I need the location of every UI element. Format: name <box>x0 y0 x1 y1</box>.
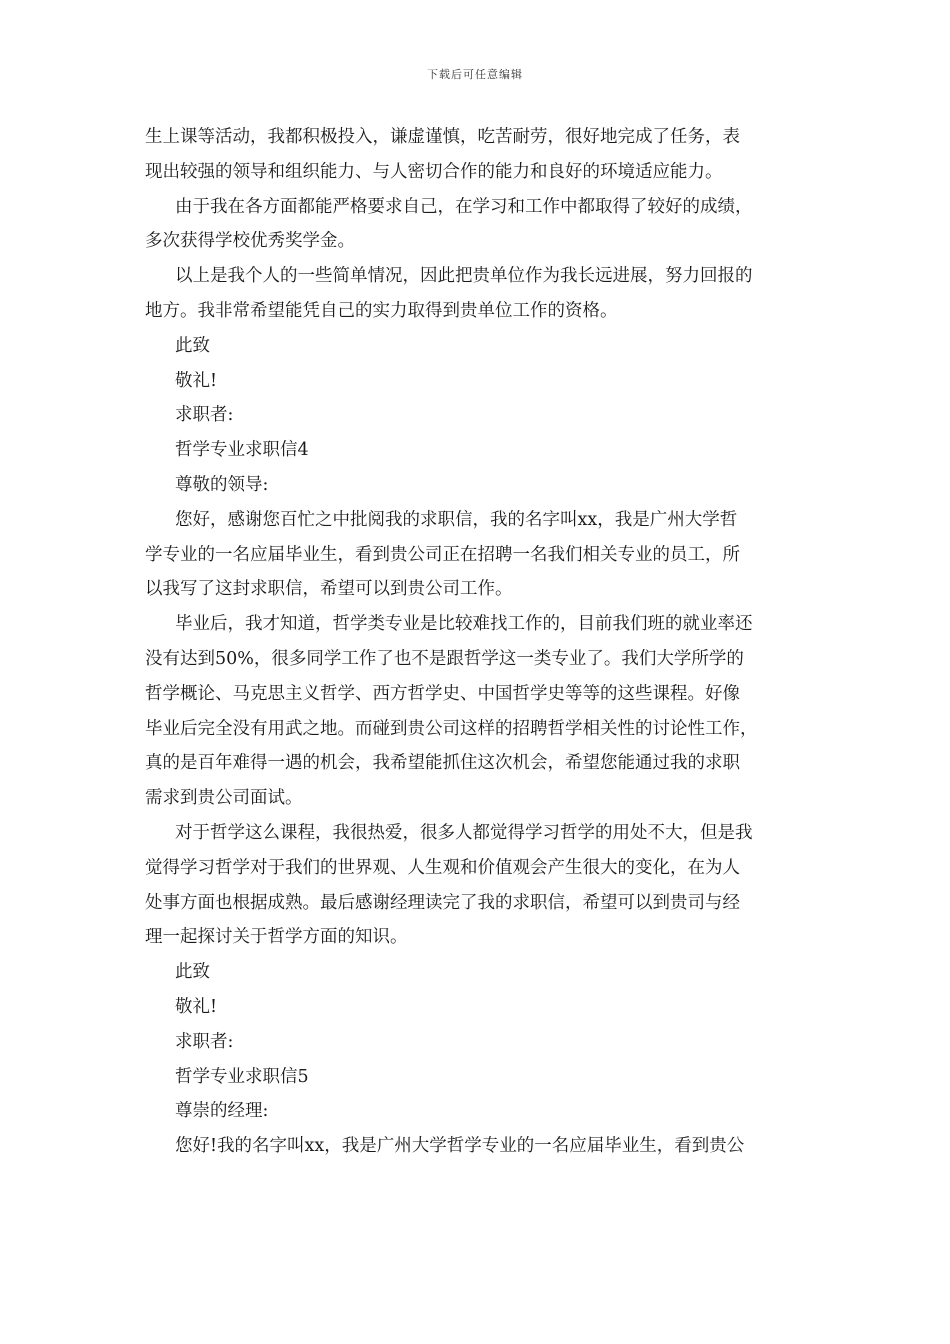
applicant-signature: 求职者: <box>175 1031 234 1052</box>
text-line: 没有达到50%，很多同学工作了也不是跟哲学这一类专业了。我们大学所学的 <box>145 648 744 669</box>
letter-title: 哲学专业求职信5 <box>175 1066 309 1087</box>
text-line: 真的是百年难得一遇的机会，我希望能抓住这次机会，希望您能通过我的求职 <box>145 753 740 774</box>
applicant-signature: 求职者: <box>175 405 234 426</box>
text-line: 您好，感谢您百忙之中批阅我的求职信，我的名字叫xx，我是广州大学哲 <box>175 509 738 530</box>
letter-greeting: 尊崇的经理: <box>175 1101 269 1122</box>
text-line: 您好!我的名字叫xx，我是广州大学哲学专业的一名应届毕业生，看到贵公 <box>175 1136 745 1157</box>
closing-salutation: 此致 <box>175 335 210 356</box>
text-line: 理一起探讨关于哲学方面的知识。 <box>145 927 408 948</box>
text-line: 觉得学习哲学对于我们的世界观、人生观和价值观会产生很大的变化，在为人 <box>145 857 740 878</box>
text-line: 以我写了这封求职信，希望可以到贵公司工作。 <box>145 579 513 600</box>
text-line: 生上课等活动，我都积极投入，谦虚谨慎，吃苦耐劳，很好地完成了任务，表 <box>145 127 740 147</box>
closing-regards: 敬礼! <box>175 370 218 391</box>
text-line: 处事方面也根据成熟。最后感谢经理读完了我的求职信，希望可以到贵司与经 <box>145 892 740 913</box>
closing-regards: 敬礼! <box>175 996 218 1017</box>
text-line: 多次获得学校优秀奖学金。 <box>145 231 355 252</box>
text-line: 现出较强的领导和组织能力、与人密切合作的能力和良好的环境适应能力。 <box>145 161 723 182</box>
text-line: 对于哲学这么课程，我很热爱，很多人都觉得学习哲学的用处不大，但是我 <box>175 822 753 843</box>
letter-title: 哲学专业求职信4 <box>175 440 309 461</box>
text-line: 哲学概论、马克思主义哲学、西方哲学史、中国哲学史等等的这些课程。好像 <box>145 683 740 704</box>
text-line: 毕业后，我才知道，哲学类专业是比较难找工作的，目前我们班的就业率还 <box>175 614 753 635</box>
text-line: 毕业后完全没有用武之地。而碰到贵公司这样的招聘哲学相关性的讨论性工作， <box>145 718 758 739</box>
text-line: 由于我在各方面都能严格要求自己，在学习和工作中都取得了较好的成绩， <box>175 196 753 217</box>
letter-greeting: 尊敬的领导: <box>175 474 269 495</box>
closing-salutation: 此致 <box>175 962 210 983</box>
text-line: 需求到贵公司面试。 <box>145 788 303 809</box>
document-body <box>145 120 810 1164</box>
text-line: 以上是我个人的一些简单情况，因此把贵单位作为我长远进展，努力回报的 <box>175 266 753 287</box>
text-line: 地方。我非常希望能凭自己的实力取得到贵单位工作的资格。 <box>145 300 618 321</box>
page-header-note: 下载后可任意编辑 <box>427 68 523 81</box>
text-line: 学专业的一名应届毕业生，看到贵公司正在招聘一名我们相关专业的员工，所 <box>145 544 740 565</box>
